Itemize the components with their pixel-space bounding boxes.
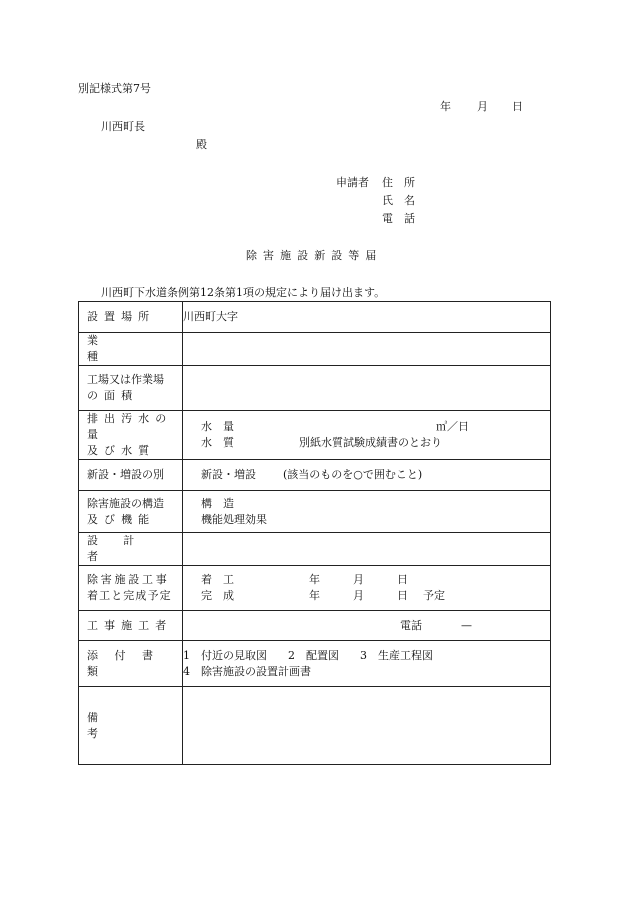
attachment-item-2: 2 配置図	[288, 648, 339, 662]
location-label: 設置場所	[87, 310, 156, 323]
document-title: 除害施設新設等届	[246, 249, 383, 262]
volume-label: 水 量	[201, 420, 234, 433]
end-line	[201, 588, 550, 604]
start-month: 月	[353, 573, 364, 586]
volume-line	[201, 419, 550, 435]
attachment-item-3: 3 生産工程図	[360, 648, 433, 662]
date-day: 日	[512, 100, 523, 113]
date-year: 年	[440, 100, 451, 113]
industry-value	[183, 333, 551, 366]
attachments-label: 添付書類	[87, 648, 170, 678]
type-value: 新設・増設	[201, 468, 256, 481]
location-value: 川西町大字	[183, 302, 551, 333]
end-year: 年	[309, 589, 320, 602]
date-month: 月	[477, 100, 488, 113]
quality-label: 水 質	[201, 436, 234, 449]
industry-label	[79, 333, 182, 365]
contractor-phone-dash: —	[461, 618, 472, 632]
row-contractor	[79, 611, 551, 641]
area-value	[183, 366, 551, 411]
application-table	[78, 301, 551, 765]
volume-unit: ㎥／日	[436, 420, 469, 433]
applicant-phone-label: 電 話	[382, 212, 415, 225]
start-line	[201, 572, 550, 588]
area-label-1: 工場又は作業場	[87, 373, 164, 386]
honorific: 殿	[196, 138, 207, 151]
type-label: 新設・増設の別	[87, 468, 164, 481]
attachment-item-4: 4 除害施設の設置計画書	[183, 664, 311, 678]
intro-text: 川西町下水道条例第12条第1項の規定により届け出ます。	[101, 286, 386, 299]
schedule-label-1: 除害施設工事	[87, 573, 170, 586]
industry-label-text: 業種	[87, 334, 167, 363]
row-area	[79, 366, 551, 411]
applicant-name-label: 氏 名	[382, 194, 415, 207]
row-attachments	[79, 641, 551, 687]
designer-value	[183, 533, 551, 566]
function-line: 機能処理効果	[201, 512, 267, 526]
end-label: 完 成	[201, 589, 234, 602]
row-designer	[79, 533, 551, 566]
row-structure	[79, 491, 551, 533]
end-day: 日	[397, 589, 408, 602]
quality-note: 別紙水質試験成績書のとおり	[299, 436, 442, 449]
contractor-phone-label: 電話	[400, 618, 422, 632]
row-industry	[79, 333, 551, 366]
schedule-label-2: 着工と完成予定	[87, 589, 172, 602]
row-type	[79, 460, 551, 491]
row-remarks	[79, 687, 551, 765]
attachment-item-1: 1 付近の見取図	[183, 648, 267, 662]
structure-label-2: 及び機能	[87, 512, 156, 526]
start-day: 日	[397, 573, 408, 586]
type-note: (該当のものを○で囲むこと)	[283, 468, 423, 481]
end-month: 月	[353, 589, 364, 602]
wastewater-label-1: 排出汚水の量	[87, 412, 173, 441]
contractor-label: 工事施工者	[87, 618, 173, 632]
quality-line	[201, 435, 550, 451]
structure-label-1: 除害施設の構造	[87, 496, 164, 510]
row-wastewater	[79, 411, 551, 460]
row-location	[79, 302, 551, 333]
addressee: 川西町長	[101, 120, 145, 133]
structure-line: 構 造	[201, 496, 234, 510]
row-schedule	[79, 566, 551, 611]
end-planned: 予定	[423, 589, 445, 602]
remarks-label: 備考	[87, 710, 167, 740]
form-number: 別記様式第7号	[78, 82, 151, 95]
wastewater-label-2: 及び水質	[87, 444, 156, 457]
attachments-line-1	[183, 648, 550, 664]
remarks-value	[183, 687, 551, 765]
applicant-label: 申請者	[336, 176, 369, 189]
start-label: 着 工	[201, 573, 234, 586]
area-label-2: の面積	[87, 389, 139, 402]
designer-label: 設計者	[87, 534, 160, 563]
applicant-address-label: 住 所	[382, 176, 415, 189]
start-year: 年	[309, 573, 320, 586]
